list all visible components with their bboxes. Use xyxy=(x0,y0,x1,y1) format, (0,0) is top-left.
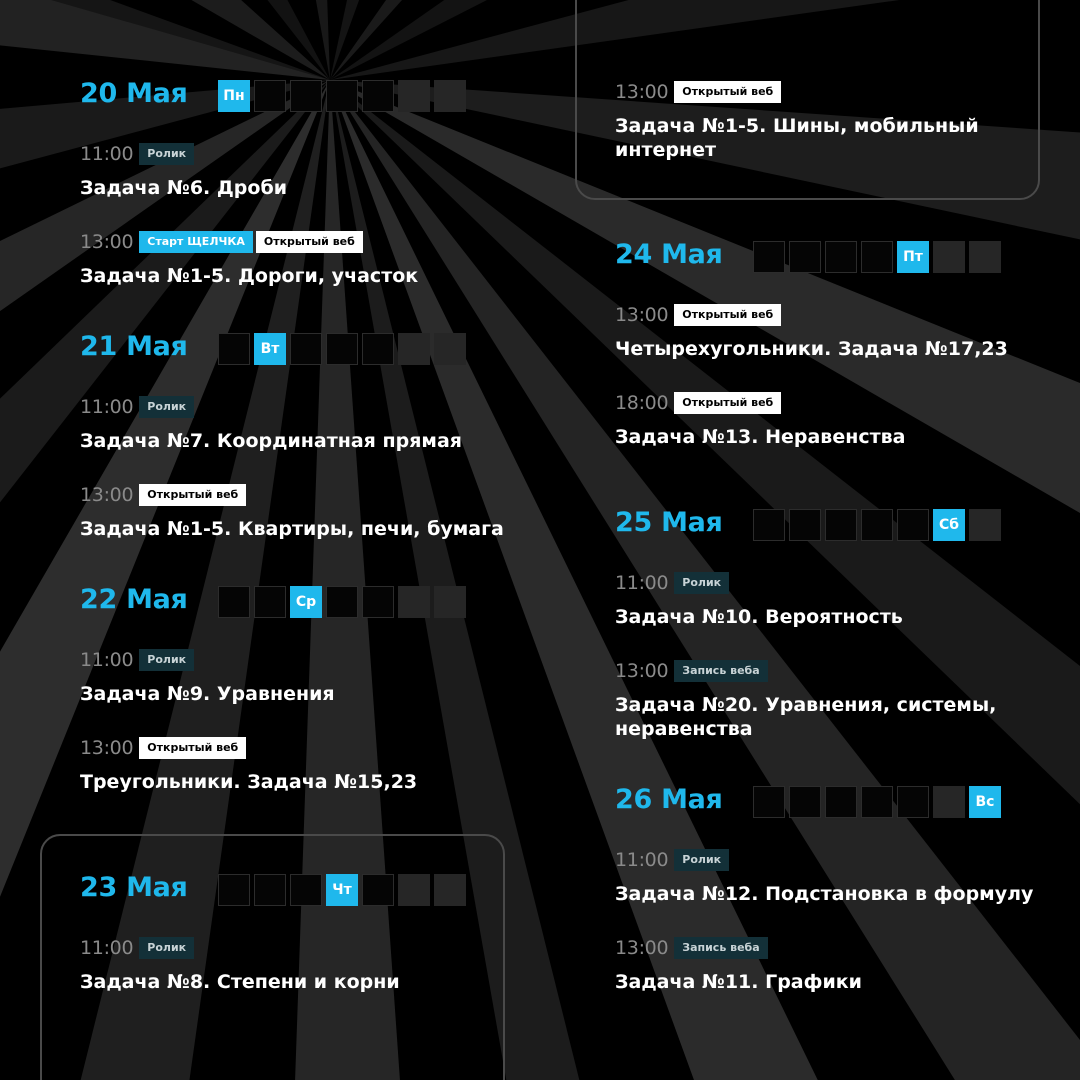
day-title: 23 Мая xyxy=(80,872,188,903)
weekday-cell xyxy=(290,874,322,906)
event-time: 13:00 xyxy=(615,660,669,682)
weekday-marker-active: Чт xyxy=(326,874,358,906)
weekday-cell xyxy=(254,586,286,618)
weekday-cell xyxy=(789,241,821,273)
weekday-cell xyxy=(290,80,322,112)
event-time: 13:00 xyxy=(80,484,134,506)
weekday-cell xyxy=(326,80,358,112)
weekday-cell xyxy=(362,586,394,618)
event-time: 13:00 xyxy=(615,937,669,959)
event-title: Задача №6. Дроби xyxy=(80,177,288,199)
weekday-cell xyxy=(933,241,965,273)
event-time: 11:00 xyxy=(80,396,134,418)
week-strip xyxy=(218,333,466,365)
weekday-cell xyxy=(218,586,250,618)
day-title: 26 Мая xyxy=(615,784,723,815)
event-25-may-1100[interactable] xyxy=(615,571,903,629)
weekday-cell xyxy=(753,509,785,541)
weekday-cell xyxy=(398,586,430,618)
tag-badge: Запись веба xyxy=(674,660,767,682)
weekday-cell xyxy=(897,509,929,541)
week-strip xyxy=(753,786,1001,818)
event-23-may-1100[interactable] xyxy=(80,936,400,994)
weekday-cell xyxy=(825,241,857,273)
event-24-may-1800[interactable] xyxy=(615,391,905,449)
event-title: Задача №7. Координатная прямая xyxy=(80,430,462,452)
weekday-cell xyxy=(861,786,893,818)
event-title: Задача №12. Подстановка в формулу xyxy=(615,883,1034,905)
event-time: 13:00 xyxy=(615,304,669,326)
event-21-may-1300[interactable] xyxy=(80,483,504,541)
event-title: Задача №8. Степени и корни xyxy=(80,971,400,993)
event-time: 13:00 xyxy=(80,737,134,759)
day-title: 20 Мая xyxy=(80,78,188,109)
event-title: Четырехугольники. Задача №17,23 xyxy=(615,338,1008,360)
weekday-cell xyxy=(753,241,785,273)
event-time: 13:00 xyxy=(615,81,669,103)
event-title: Задача №1-5. Дороги, участок xyxy=(80,265,419,287)
event-title: Задача №1-5. Квартиры, печи, бумага xyxy=(80,518,504,540)
week-strip xyxy=(753,509,1001,541)
weekday-cell xyxy=(362,874,394,906)
tag-badge: Открытый веб xyxy=(139,484,246,506)
weekday-cell xyxy=(434,333,466,365)
weekday-cell xyxy=(897,786,929,818)
weekday-marker-active: Ср xyxy=(290,586,322,618)
event-time: 13:00 xyxy=(80,231,134,253)
weekday-marker-active: Сб xyxy=(933,509,965,541)
weekday-marker-active: Вс xyxy=(969,786,1001,818)
tag-badge: Открытый веб xyxy=(674,304,781,326)
weekday-marker-active: Вт xyxy=(254,333,286,365)
tag-badge: Ролик xyxy=(674,849,729,871)
day-title: 21 Мая xyxy=(80,331,188,362)
weekday-cell xyxy=(218,874,250,906)
tag-badge: Запись веба xyxy=(674,937,767,959)
event-26-may-1300[interactable] xyxy=(615,936,862,994)
weekday-cell xyxy=(434,586,466,618)
event-time: 11:00 xyxy=(80,143,134,165)
weekday-cell xyxy=(362,80,394,112)
weekday-cell xyxy=(326,586,358,618)
tag-badge: Старт ЩЕЛЧКА xyxy=(139,231,253,253)
weekday-cell xyxy=(218,333,250,365)
week-strip xyxy=(218,874,466,906)
tag-badge: Ролик xyxy=(139,143,194,165)
weekday-cell xyxy=(861,241,893,273)
weekday-cell xyxy=(933,786,965,818)
weekday-cell xyxy=(362,333,394,365)
weekday-cell xyxy=(789,786,821,818)
weekday-marker-active: Пт xyxy=(897,241,929,273)
tag-badge: Ролик xyxy=(139,937,194,959)
event-23-may-1300[interactable] xyxy=(615,80,979,162)
event-title: Задача №11. Графики xyxy=(615,971,862,993)
tag-badge: Открытый веб xyxy=(139,737,246,759)
event-title: Задача №9. Уравнения xyxy=(80,683,335,705)
event-time: 18:00 xyxy=(615,392,669,414)
week-strip xyxy=(218,80,466,112)
event-title: Задача №20. Уравнения, системы, xyxy=(615,694,997,716)
weekday-cell xyxy=(969,241,1001,273)
weekday-cell xyxy=(753,786,785,818)
event-20-may-1100[interactable] xyxy=(80,142,287,200)
event-title: Задача №1-5. Шины, мобильный xyxy=(615,115,979,137)
weekday-marker-active: Пн xyxy=(218,80,250,112)
event-25-may-1300[interactable] xyxy=(615,659,996,741)
week-strip xyxy=(218,586,466,618)
tag-badge: Открытый веб xyxy=(674,81,781,103)
weekday-cell xyxy=(861,509,893,541)
weekday-cell xyxy=(969,509,1001,541)
weekday-cell xyxy=(398,333,430,365)
tag-badge: Ролик xyxy=(674,572,729,594)
weekday-cell xyxy=(434,874,466,906)
tag-badge: Ролик xyxy=(139,649,194,671)
event-24-may-1300[interactable] xyxy=(615,303,1008,361)
event-time: 11:00 xyxy=(80,937,134,959)
day-title: 22 Мая xyxy=(80,584,188,615)
weekday-cell xyxy=(254,874,286,906)
weekday-cell xyxy=(789,509,821,541)
day-title: 25 Мая xyxy=(615,507,723,538)
event-26-may-1100[interactable] xyxy=(615,848,1033,906)
tag-badge: Открытый веб xyxy=(674,392,781,414)
event-20-may-1300[interactable] xyxy=(80,230,418,288)
weekday-cell xyxy=(290,333,322,365)
weekday-cell xyxy=(434,80,466,112)
event-time: 11:00 xyxy=(615,572,669,594)
event-title: Задача №10. Вероятность xyxy=(615,606,903,628)
event-title-line2: неравенства xyxy=(615,718,753,740)
tag-badge: Открытый веб xyxy=(256,231,363,253)
weekday-cell xyxy=(398,80,430,112)
day-title: 24 Мая xyxy=(615,239,723,270)
weekday-cell xyxy=(825,786,857,818)
weekday-cell xyxy=(254,80,286,112)
event-21-may-1100[interactable] xyxy=(80,395,462,453)
event-title: Треугольники. Задача №15,23 xyxy=(80,771,418,793)
event-22-may-1100[interactable] xyxy=(80,648,335,706)
weekday-cell xyxy=(398,874,430,906)
weekday-cell xyxy=(326,333,358,365)
week-strip xyxy=(753,241,1001,273)
event-time: 11:00 xyxy=(615,849,669,871)
event-time: 11:00 xyxy=(80,649,134,671)
event-title-line2: интернет xyxy=(615,139,716,161)
event-title: Задача №13. Неравенства xyxy=(615,426,906,448)
weekday-cell xyxy=(825,509,857,541)
event-22-may-1300[interactable] xyxy=(80,736,417,794)
tag-badge: Ролик xyxy=(139,396,194,418)
